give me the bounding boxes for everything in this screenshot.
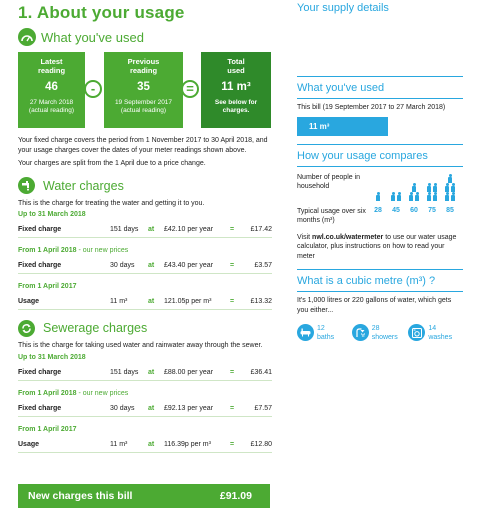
latest-reading-box [18, 52, 85, 128]
compare-divider [297, 144, 463, 145]
recycle-icon [18, 320, 35, 337]
charge-name: Fixed charge [18, 404, 62, 412]
latest-reading-note: (actual reading) [28, 107, 75, 114]
person-icon [445, 183, 450, 192]
this-bill-usage: 11 m³ [297, 117, 388, 136]
charge-at: at [148, 440, 155, 448]
water-charges-heading: Water charges [43, 178, 124, 193]
charge-name: Fixed charge [18, 226, 62, 233]
charge-at: at [148, 404, 155, 412]
used-heading-underline [297, 98, 463, 99]
minus-symbol: - [84, 80, 102, 98]
charge-amount: £36.41 [250, 368, 272, 376]
person-icon [433, 183, 438, 192]
charge-quantity: 11 m³ [110, 440, 128, 448]
used-section-heading: What you've used [41, 29, 144, 45]
person-icon [448, 174, 453, 183]
sewerage-intro: This is the charge for taking used water and rainwater away through the sewer. [18, 342, 263, 349]
water-intro: This is the charge for treating the water and getting it to you. [18, 199, 205, 207]
charge-rate: £43.40 per year [164, 262, 214, 269]
washes-unit: washes [428, 334, 453, 341]
group-gap [18, 274, 272, 280]
typical-usage-value: 45 [392, 206, 400, 214]
charge-period-label [18, 283, 272, 293]
water-charges-table [18, 211, 272, 310]
tap-icon [18, 177, 35, 194]
charge-quantity: 30 days [110, 404, 135, 412]
charge-period-label [18, 426, 272, 436]
used-section-header [18, 27, 272, 47]
shower-icon [352, 324, 369, 341]
charge-equals: = [230, 298, 235, 305]
charge-rate: £42.10 per year [164, 226, 214, 233]
watermeter-link[interactable]: nwl.co.uk/watermeter [312, 233, 384, 241]
compare-heading-underline [297, 166, 463, 167]
new-prices-note: - our new prices [76, 247, 129, 254]
equivalent-showers [352, 324, 409, 342]
total-used-value: 11 m³ [221, 81, 251, 93]
charge-amount: £7.57 [254, 404, 272, 412]
charge-name: Usage [18, 298, 40, 305]
typical-usage-row [297, 207, 463, 231]
person-icon [409, 192, 414, 201]
equals-symbol: = [181, 80, 199, 98]
household-size-row [297, 171, 463, 207]
charge-at: at [148, 298, 155, 305]
person-icon [445, 192, 450, 201]
new-charges-amount: £91.09 [219, 490, 252, 502]
page-title: 1. About your usage [18, 3, 185, 22]
charge-row [18, 257, 272, 274]
usage-compare-heading: How your usage compares [297, 149, 428, 162]
charge-period-dates: Up to 31 March 2018 [18, 353, 86, 361]
charge-quantity: 151 days [110, 226, 139, 233]
person-icon [433, 192, 438, 201]
calculator-note-prefix: Visit [297, 233, 313, 241]
charge-period-label [18, 211, 272, 221]
cubic-divider [297, 269, 463, 270]
household-people-column [425, 183, 439, 201]
usage-column [18, 0, 272, 453]
meter-icon [18, 28, 36, 46]
charge-period-label [18, 354, 272, 364]
household-people-column [407, 183, 421, 201]
typical-usage-value: 60 [410, 206, 418, 214]
charge-equals: = [230, 368, 235, 376]
person-icon [376, 192, 381, 201]
equivalent-washes [408, 324, 463, 342]
total-used-box [201, 52, 271, 128]
charge-period-label [18, 390, 272, 400]
person-icon [427, 192, 432, 201]
new-charges-total-bar [18, 484, 270, 508]
equivalent-baths [297, 324, 352, 342]
charge-equals: = [230, 404, 235, 412]
typical-usage-label: Typical usage over six months (m³) [297, 207, 366, 224]
supply-details-heading: Your supply details [297, 2, 389, 14]
cubic-heading-underline [297, 291, 463, 292]
person-icon [415, 192, 420, 201]
charge-equals: = [230, 226, 235, 233]
charge-quantity: 11 m³ [110, 298, 128, 305]
person-icon [451, 192, 456, 201]
household-people-column [443, 174, 457, 201]
total-used-note: See below for charges. [214, 99, 258, 114]
new-prices-note: - our new prices [76, 389, 129, 397]
group-gap [18, 381, 272, 387]
cubic-metre-explanation: It's 1,000 litres or 220 gallons of water, which gets you either... [297, 297, 452, 314]
group-gap [18, 238, 272, 244]
charge-equals: = [230, 440, 235, 448]
typical-usage-value: 75 [428, 206, 436, 214]
charge-name: Usage [18, 440, 40, 448]
readings-panel [18, 52, 272, 128]
this-bill-period: This bill (19 September 2017 to 27 March 2018) [297, 104, 446, 111]
sewerage-charges-header [18, 319, 272, 337]
person-icon [427, 183, 432, 192]
bath-icon [297, 324, 314, 341]
calculator-note [297, 233, 463, 262]
typical-usage-value: 28 [374, 206, 382, 214]
charge-amount: £17.42 [250, 226, 272, 233]
washes-count: 14 [428, 325, 437, 332]
charge-period-dates: From 1 April 2017 [18, 283, 77, 290]
charge-row [18, 400, 272, 417]
sewerage-charges-table [18, 354, 272, 453]
previous-reading-note: (actual reading) [120, 107, 167, 114]
charge-period-label [18, 247, 272, 257]
household-people-column [389, 192, 403, 201]
charge-row [18, 293, 272, 310]
total-used-title: Total used [227, 57, 245, 75]
charge-quantity: 30 days [110, 262, 135, 269]
showers-count: 28 [371, 325, 380, 332]
water-charges-header [18, 177, 272, 195]
charge-period-dates: From 1 April 2017 [18, 425, 77, 433]
group-gap [18, 417, 272, 423]
cubic-metre-heading: What is a cubic metre (m³) ? [297, 275, 436, 287]
charge-rate: £92.13 per year [164, 404, 214, 412]
used-divider [297, 76, 463, 77]
previous-reading-date: 19 September 2017 [114, 99, 173, 106]
charge-at: at [148, 262, 155, 269]
latest-reading-title: Latest reading [37, 57, 66, 75]
charge-quantity: 151 days [110, 368, 139, 376]
charge-name: Fixed charge [18, 368, 62, 376]
new-charges-label: New charges this bill [28, 490, 133, 502]
charge-period-dates: Up to 31 March 2018 [18, 211, 86, 218]
person-icon [451, 183, 456, 192]
person-icon [391, 192, 396, 201]
previous-reading-title: Previous reading [127, 57, 160, 75]
latest-reading-value: 46 [45, 81, 58, 93]
supply-details-column [297, 0, 463, 342]
price-change-note: Your charges are split from the 1 April due to a price change. [18, 160, 206, 167]
previous-reading-box [104, 52, 183, 128]
charge-rate: £88.00 per year [164, 368, 214, 376]
charge-at: at [148, 368, 155, 376]
household-people-column [371, 192, 385, 201]
person-icon [397, 192, 402, 201]
washing-machine-icon [408, 324, 425, 341]
baths-unit: baths [317, 334, 335, 341]
charge-row [18, 221, 272, 238]
cubic-metre-equivalents [297, 324, 463, 342]
fixed-charge-explanation: Your fixed charge covers the period from 1 November 2017 to 30 April 2018, and your usage charges cover the dates of your meter readings shown above. [18, 137, 268, 154]
charge-rate: 121.05p per m³ [164, 298, 212, 305]
charge-name: Fixed charge [18, 262, 62, 269]
charge-amount: £3.57 [254, 262, 272, 269]
charge-row [18, 436, 272, 453]
baths-count: 12 [317, 325, 325, 332]
previous-reading-value: 35 [137, 81, 150, 93]
charge-row [18, 364, 272, 381]
charge-amount: £13.32 [250, 298, 272, 305]
charge-period-dates: From 1 April 2018 [18, 247, 77, 254]
right-used-heading: What you've used [297, 82, 385, 94]
latest-reading-date: 27 March 2018 [29, 99, 74, 106]
sewerage-charges-heading: Sewerage charges [43, 321, 148, 335]
showers-unit: showers [371, 334, 398, 341]
charge-at: at [148, 226, 155, 233]
calculator-note-suffix: to use our water usage calculator, plus instructions on how to read your meter [297, 233, 457, 260]
charge-rate: 116.39p per m³ [164, 440, 211, 448]
charge-equals: = [230, 262, 235, 269]
charge-period-dates: From 1 April 2018 [18, 389, 77, 397]
typical-usage-value: 85 [446, 206, 454, 214]
household-size-label: Number of people in household [297, 173, 361, 190]
person-icon [412, 183, 417, 192]
charge-amount: £12.80 [250, 440, 272, 448]
